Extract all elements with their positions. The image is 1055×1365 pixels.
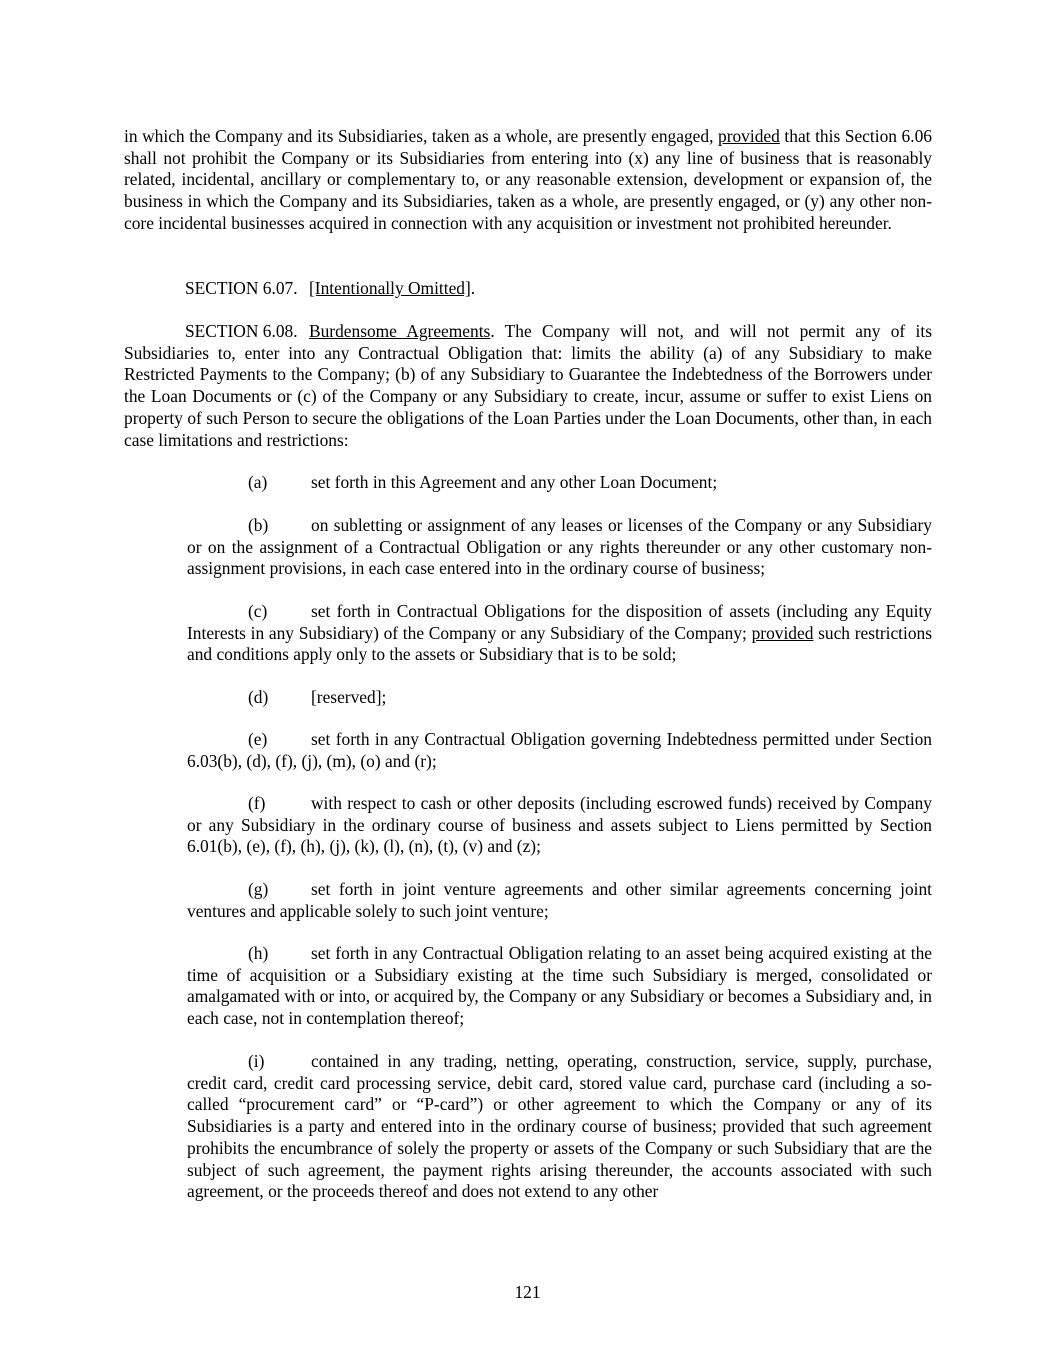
clause-f bbox=[187, 793, 932, 858]
clause-text: on subletting or assignment of any leases or licenses of the Company or any Subsidiary or on the assignment of a Contractual Obligation or any rights thereunder or any other customary non-assignment provisions, in each case entered into in the ordinary course of business; bbox=[187, 515, 932, 579]
clause-text: set forth in any Contractual Obligation relating to an asset being acquired existing at the time of acquisition or a Subsidiary existing at the time such Subsidiary is merged, consolidated or amalgamated with or into, or acquired by, the Company or any Subsidiary or becomes a Subsidiary and, in each case, not in contemplation thereof; bbox=[187, 943, 932, 1029]
clause-label: (d) bbox=[248, 687, 269, 707]
clause-c bbox=[187, 601, 932, 666]
clause-text: set forth in any Contractual Obligation governing Indebtedness permitted under Section 6.03(b), (d), (f), (j), (m), (o) and (r); bbox=[187, 729, 932, 771]
paragraph-text: in which the Company and its Subsidiaries, taken as a whole, are presently engaged, bbox=[124, 126, 718, 146]
clause-h bbox=[187, 943, 932, 1030]
clause-label: (i) bbox=[248, 1051, 265, 1071]
section-text: . The Company will not, and will not permit any of its Subsidiaries to, enter into any Contractual Obligation that: limits the ability (a) of any Subsidiary to make Restricted Payments to the Company; (b) of any Subsidiary to Guarantee the Indebtedness of the Borrowers under the Loan Documents or (c) of the Company or any Subsidiary to create, incur, assume or suffer to exist Liens on property of such Person to secure the obligations of the Loan Parties under the Loan Documents, other than, in each case limitations and restrictions: bbox=[124, 321, 932, 450]
clause-a bbox=[187, 472, 932, 494]
clause-label: (f) bbox=[248, 793, 266, 813]
paragraph-continuation bbox=[124, 126, 932, 235]
clause-b bbox=[187, 515, 932, 580]
clause-text: [reserved]; bbox=[311, 687, 387, 707]
section-title: [Intentionally Omitted] bbox=[309, 278, 471, 298]
clause-text: with respect to cash or other deposits (including escrowed funds) received by Company or any Subsidiary in the ordinary course of business and assets subject to Liens permitted by Section 6.01(b), (e), (f), (h), (j), (k), (l), (n), (t), (v) and (z); bbox=[187, 793, 932, 857]
clause-label: (b) bbox=[248, 515, 269, 535]
section-number: SECTION 6.08. bbox=[185, 321, 298, 341]
clause-e bbox=[187, 729, 932, 772]
clause-label: (h) bbox=[248, 943, 269, 963]
section-6-07 bbox=[124, 278, 932, 300]
page-number: 121 bbox=[514, 1282, 541, 1302]
section-title-end: . bbox=[470, 278, 476, 298]
clause-text: set forth in Contractual Obligations for the disposition of assets (including any Equity Interests in any Subsidiary) of the Company or any Subsidiary of the Company; bbox=[187, 601, 932, 643]
clause-g bbox=[187, 879, 932, 922]
clause-text: such restrictions and conditions apply only to the assets or Subsidiary that is to be sold; bbox=[187, 622, 932, 665]
clause-label: (e) bbox=[248, 729, 268, 749]
section-6-08 bbox=[124, 321, 932, 451]
section-number: SECTION 6.07. bbox=[185, 278, 298, 298]
clause-label: (g) bbox=[248, 879, 269, 899]
section-title: Burdensome Agreements bbox=[309, 321, 491, 341]
clause-label: (c) bbox=[248, 601, 268, 621]
clause-text: set forth in joint venture agreements and other similar agreements concerning joint ventures and applicable solely to such joint venture; bbox=[187, 879, 932, 921]
provided-term: provided bbox=[718, 126, 780, 146]
clause-text: contained in any trading, netting, operating, construction, service, supply, purchase, credit card, credit card processing service, debit card, stored value card, purchase card (including a so-called “procurement card” or “P-card”) or other agreement to which the Company or any of its Subsidiaries is a party and entered into in the ordinary course of business; provided that such agreement prohibits the encumbrance of solely the property or assets of the Company or such Subsidiary that are the subject of such agreement, the payment rights arising thereunder, the accounts associated with such agreement, or the proceeds thereof and does not extend to any other bbox=[187, 1051, 932, 1202]
clause-text: set forth in this Agreement and any other Loan Document; bbox=[311, 472, 718, 492]
clause-d bbox=[187, 687, 932, 709]
clause-label: (a) bbox=[248, 472, 268, 492]
paragraph-text: that this Section 6.06 shall not prohibit the Company or its Subsidiaries from entering into (x) any line of business that is reasonably related, incidental, ancillary or complementary to, or any reasonable extension, development or expansion of, the business in which the Company and its Subsidiaries, taken as a whole, are presently engaged, or (y) any other non-core incidental businesses acquired in connection with any acquisition or investment not prohibited hereunder. bbox=[124, 126, 932, 233]
clause-i bbox=[187, 1051, 932, 1203]
provided-term: provided bbox=[751, 622, 814, 643]
